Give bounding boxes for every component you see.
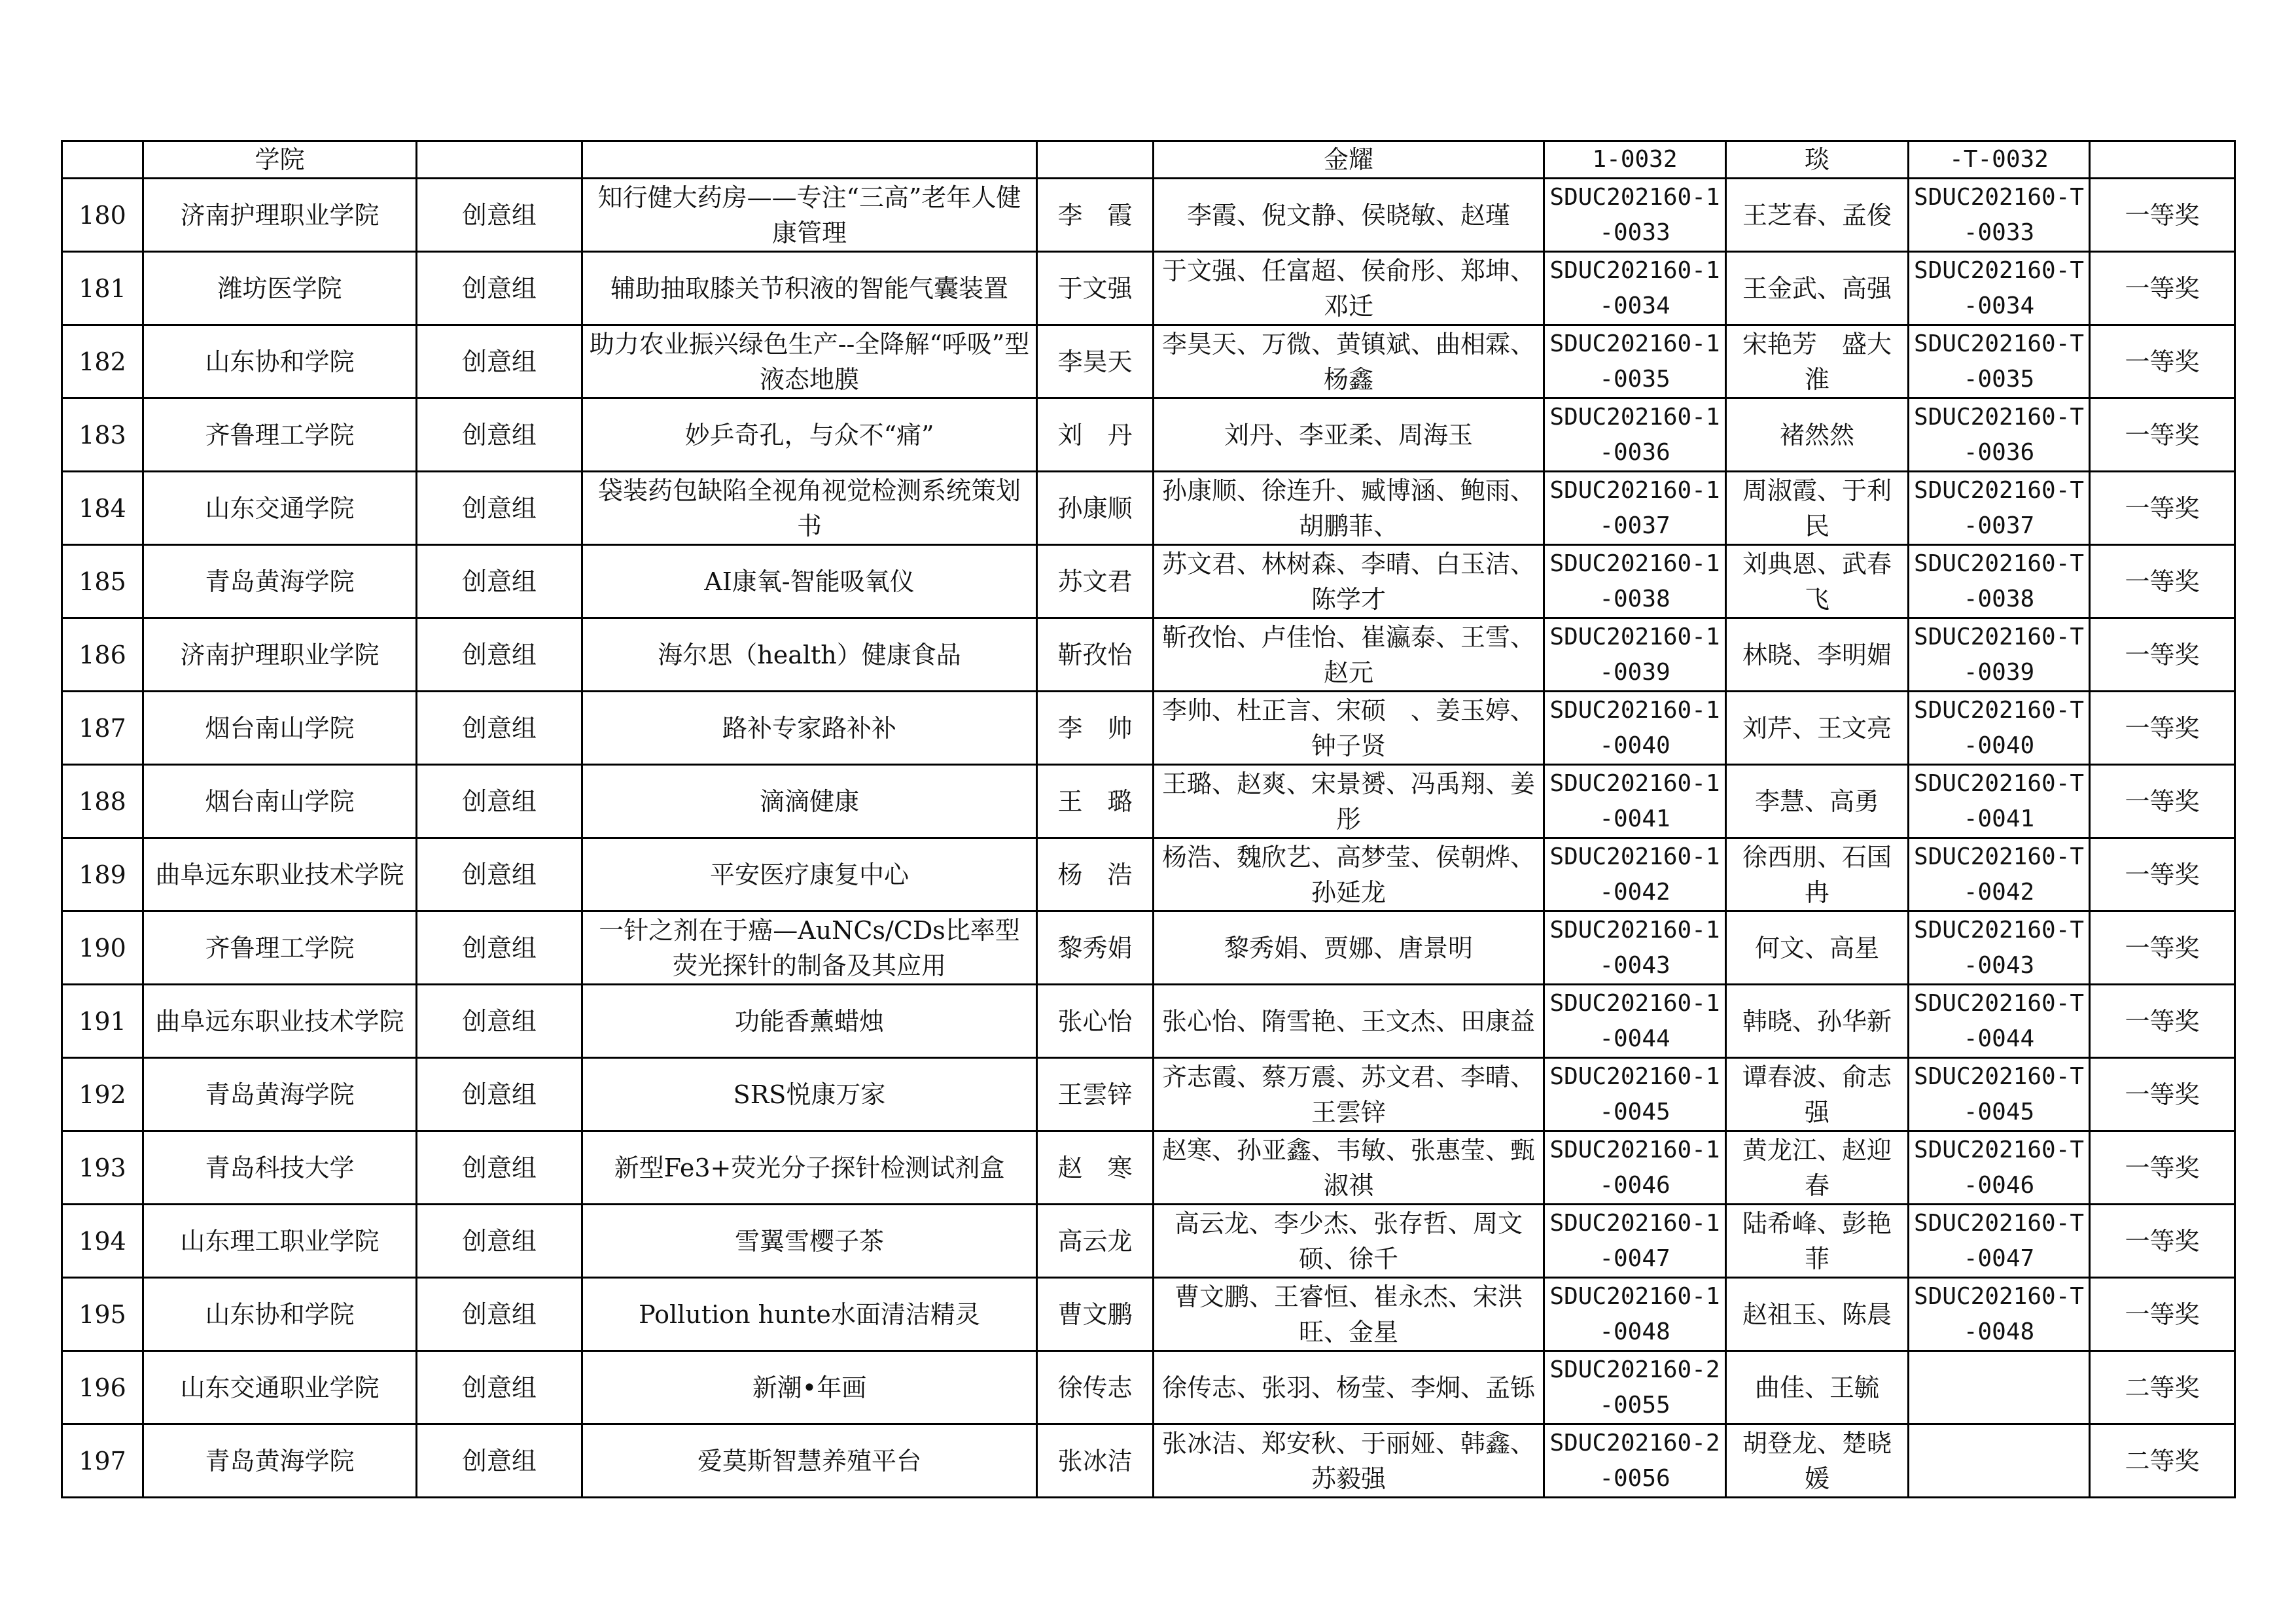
cell-award: 一等奖: [2090, 398, 2235, 472]
cell-leader: 王雲锌: [1037, 1058, 1154, 1131]
cell-advisor-code: SDUC202160-T-0047: [1909, 1205, 2090, 1278]
cell-award: 二等奖: [2090, 1351, 2235, 1424]
cell-advisor-code: SDUC202160-T-0042: [1909, 838, 2090, 911]
cell-project: SRS悦康万家: [582, 1058, 1037, 1131]
cell-leader: 李 霞: [1037, 179, 1154, 252]
cell-index: [62, 141, 143, 179]
cell-index: 188: [62, 765, 143, 838]
cell-team-code: SDUC202160-1-0033: [1544, 179, 1726, 252]
cell-group: 创意组: [417, 618, 582, 692]
cell-team-code: SDUC202160-2-0056: [1544, 1424, 1726, 1498]
cell-award: [2090, 141, 2235, 179]
cell-index: 183: [62, 398, 143, 472]
cell-school: 青岛科技大学: [143, 1131, 417, 1205]
cell-group: 创意组: [417, 1278, 582, 1351]
cell-advisor-code: SDUC202160-T-0035: [1909, 325, 2090, 398]
cell-project: 海尔思（health）健康食品: [582, 618, 1037, 692]
cell-advisors: 褚然然: [1726, 398, 1909, 472]
cell-index: 186: [62, 618, 143, 692]
cell-advisor-code: SDUC202160-T-0044: [1909, 985, 2090, 1058]
cell-group: 创意组: [417, 398, 582, 472]
table-row: [62, 1205, 2235, 1278]
cell-award: 一等奖: [2090, 1278, 2235, 1351]
cell-leader: [1037, 141, 1154, 179]
cell-group: 创意组: [417, 692, 582, 765]
cell-group: 创意组: [417, 179, 582, 252]
cell-members: 黎秀娟、贾娜、唐景明: [1154, 911, 1544, 985]
cell-award: 一等奖: [2090, 692, 2235, 765]
cell-team-code: SDUC202160-1-0038: [1544, 545, 1726, 618]
cell-advisor-code: SDUC202160-T-0040: [1909, 692, 2090, 765]
cell-leader: 李昊天: [1037, 325, 1154, 398]
cell-advisors: 王金武、高强: [1726, 252, 1909, 325]
cell-advisor-code: [1909, 1424, 2090, 1498]
table-row: [62, 692, 2235, 765]
cell-award: 一等奖: [2090, 179, 2235, 252]
cell-members: 高云龙、李少杰、张存哲、周文硕、徐千: [1154, 1205, 1544, 1278]
cell-members: 苏文君、林树森、李晴、白玉洁、陈学才: [1154, 545, 1544, 618]
cell-leader: 高云龙: [1037, 1205, 1154, 1278]
cell-school: 学院: [143, 141, 417, 179]
cell-index: 182: [62, 325, 143, 398]
cell-project: 滴滴健康: [582, 765, 1037, 838]
cell-advisors: 胡登龙、楚晓媛: [1726, 1424, 1909, 1498]
cell-project: [582, 141, 1037, 179]
cell-team-code: SDUC202160-1-0048: [1544, 1278, 1726, 1351]
cell-index: 197: [62, 1424, 143, 1498]
cell-team-code: SDUC202160-1-0047: [1544, 1205, 1726, 1278]
cell-group: 创意组: [417, 838, 582, 911]
cell-leader: 张冰洁: [1037, 1424, 1154, 1498]
table-row: [62, 765, 2235, 838]
cell-index: 195: [62, 1278, 143, 1351]
cell-project: 新潮•年画: [582, 1351, 1037, 1424]
cell-project: 功能香薰蜡烛: [582, 985, 1037, 1058]
cell-school: 山东理工职业学院: [143, 1205, 417, 1278]
cell-award: 一等奖: [2090, 765, 2235, 838]
cell-leader: 曹文鹏: [1037, 1278, 1154, 1351]
cell-leader: 于文强: [1037, 252, 1154, 325]
cell-index: 181: [62, 252, 143, 325]
cell-members: 曹文鹏、王睿恒、崔永杰、宋洪旺、金星: [1154, 1278, 1544, 1351]
cell-school: 曲阜远东职业技术学院: [143, 838, 417, 911]
cell-award: 一等奖: [2090, 325, 2235, 398]
cell-advisor-code: SDUC202160-T-0039: [1909, 618, 2090, 692]
cell-advisor-code: SDUC202160-T-0041: [1909, 765, 2090, 838]
cell-advisor-code: [1909, 1351, 2090, 1424]
table-row: [62, 838, 2235, 911]
cell-advisor-code: SDUC202160-T-0037: [1909, 472, 2090, 545]
cell-index: 192: [62, 1058, 143, 1131]
cell-advisors: 宋艳芳 盛大淮: [1726, 325, 1909, 398]
cell-members: 于文强、任富超、侯俞彤、郑坤、邓迁: [1154, 252, 1544, 325]
cell-project: 辅助抽取膝关节积液的智能气囊装置: [582, 252, 1037, 325]
cell-project: 新型Fe3+荧光分子探针检测试剂盒: [582, 1131, 1037, 1205]
cell-school: 青岛黄海学院: [143, 545, 417, 618]
cell-project: 妙乒奇孔，与众不“痛”: [582, 398, 1037, 472]
cell-leader: 苏文君: [1037, 545, 1154, 618]
cell-index: 193: [62, 1131, 143, 1205]
cell-advisors: 王芝春、孟俊: [1726, 179, 1909, 252]
cell-advisors: 曲佳、王毓: [1726, 1351, 1909, 1424]
cell-advisors: 林晓、李明媚: [1726, 618, 1909, 692]
cell-members: 李霞、倪文静、侯晓敏、赵瑾: [1154, 179, 1544, 252]
cell-school: 山东交通学院: [143, 472, 417, 545]
cell-members: 金耀: [1154, 141, 1544, 179]
cell-team-code: SDUC202160-1-0035: [1544, 325, 1726, 398]
cell-team-code: SDUC202160-1-0039: [1544, 618, 1726, 692]
table-row: [62, 325, 2235, 398]
cell-index: 180: [62, 179, 143, 252]
cell-advisor-code: -T-0032: [1909, 141, 2090, 179]
cell-index: 184: [62, 472, 143, 545]
cell-group: 创意组: [417, 472, 582, 545]
table-row: [62, 398, 2235, 472]
cell-project: 知行健大药房——专注“三高”老年人健康管理: [582, 179, 1037, 252]
cell-team-code: SDUC202160-1-0046: [1544, 1131, 1726, 1205]
cell-group: 创意组: [417, 985, 582, 1058]
table-row: [62, 252, 2235, 325]
table-row: [62, 1278, 2235, 1351]
cell-advisors: 徐西朋、石国冉: [1726, 838, 1909, 911]
award-table-body: [62, 141, 2235, 1498]
cell-group: 创意组: [417, 545, 582, 618]
cell-advisor-code: SDUC202160-T-0045: [1909, 1058, 2090, 1131]
cell-leader: 张心怡: [1037, 985, 1154, 1058]
cell-project: 爱莫斯智慧养殖平台: [582, 1424, 1037, 1498]
cell-leader: 徐传志: [1037, 1351, 1154, 1424]
cell-leader: 黎秀娟: [1037, 911, 1154, 985]
cell-advisors: 谭春波、俞志强: [1726, 1058, 1909, 1131]
cell-advisor-code: SDUC202160-T-0038: [1909, 545, 2090, 618]
cell-school: 曲阜远东职业技术学院: [143, 985, 417, 1058]
cell-award: 一等奖: [2090, 545, 2235, 618]
cell-leader: 杨 浩: [1037, 838, 1154, 911]
cell-group: 创意组: [417, 1205, 582, 1278]
table-row: [62, 985, 2235, 1058]
cell-leader: 孙康顺: [1037, 472, 1154, 545]
cell-leader: 赵 寒: [1037, 1131, 1154, 1205]
cell-school: 潍坊医学院: [143, 252, 417, 325]
cell-leader: 刘 丹: [1037, 398, 1154, 472]
cell-award: 一等奖: [2090, 911, 2235, 985]
cell-project: 一针之剂在于癌—AuNCs/CDs比率型荧光探针的制备及其应用: [582, 911, 1037, 985]
cell-group: 创意组: [417, 325, 582, 398]
cell-project: Pollution hunte水面清洁精灵: [582, 1278, 1037, 1351]
cell-team-code: SDUC202160-2-0055: [1544, 1351, 1726, 1424]
cell-advisors: 陆希峰、彭艳菲: [1726, 1205, 1909, 1278]
cell-advisors: 李慧、高勇: [1726, 765, 1909, 838]
cell-award: 一等奖: [2090, 1131, 2235, 1205]
table-row: [62, 1424, 2235, 1498]
cell-team-code: SDUC202160-1-0044: [1544, 985, 1726, 1058]
cell-members: 李昊天、万微、黄镇斌、曲相霖、杨鑫: [1154, 325, 1544, 398]
cell-group: [417, 141, 582, 179]
cell-project: AI康氧-智能吸氧仪: [582, 545, 1037, 618]
cell-award: 一等奖: [2090, 618, 2235, 692]
cell-award: 一等奖: [2090, 1058, 2235, 1131]
cell-members: 齐志霞、蔡万震、苏文君、李晴、王雲锌: [1154, 1058, 1544, 1131]
cell-school: 山东协和学院: [143, 1278, 417, 1351]
cell-project: 平安医疗康复中心: [582, 838, 1037, 911]
cell-advisors: 赵祖玉、陈晨: [1726, 1278, 1909, 1351]
table-row: [62, 1351, 2235, 1424]
cell-team-code: SDUC202160-1-0043: [1544, 911, 1726, 985]
cell-team-code: SDUC202160-1-0042: [1544, 838, 1726, 911]
cell-group: 创意组: [417, 765, 582, 838]
cell-advisor-code: SDUC202160-T-0043: [1909, 911, 2090, 985]
cell-group: 创意组: [417, 1424, 582, 1498]
cell-project: 雪翼雪樱子茶: [582, 1205, 1037, 1278]
cell-advisor-code: SDUC202160-T-0033: [1909, 179, 2090, 252]
cell-award: 一等奖: [2090, 472, 2235, 545]
award-table: [61, 140, 2236, 1498]
cell-school: 齐鲁理工学院: [143, 398, 417, 472]
cell-project: 助力农业振兴绿色生产--全降解“呼吸”型液态地膜: [582, 325, 1037, 398]
cell-leader: 李 帅: [1037, 692, 1154, 765]
cell-group: 创意组: [417, 1131, 582, 1205]
cell-team-code: 1-0032: [1544, 141, 1726, 179]
cell-school: 齐鲁理工学院: [143, 911, 417, 985]
cell-team-code: SDUC202160-1-0045: [1544, 1058, 1726, 1131]
cell-advisors: 何文、高星: [1726, 911, 1909, 985]
cell-index: 187: [62, 692, 143, 765]
cell-members: 靳孜怡、卢佳怡、崔瀛泰、王雪、赵元: [1154, 618, 1544, 692]
table-row: [62, 545, 2235, 618]
cell-team-code: SDUC202160-1-0036: [1544, 398, 1726, 472]
table-row: [62, 911, 2235, 985]
cell-school: 青岛黄海学院: [143, 1058, 417, 1131]
cell-members: 李帅、杜正言、宋硕 、姜玉婷、钟子贤: [1154, 692, 1544, 765]
cell-members: 杨浩、魏欣艺、高梦莹、侯朝烨、孙延龙: [1154, 838, 1544, 911]
cell-advisor-code: SDUC202160-T-0046: [1909, 1131, 2090, 1205]
cell-leader: 靳孜怡: [1037, 618, 1154, 692]
cell-school: 济南护理职业学院: [143, 179, 417, 252]
cell-index: 190: [62, 911, 143, 985]
cell-advisors: 黄龙江、赵迎春: [1726, 1131, 1909, 1205]
cell-team-code: SDUC202160-1-0040: [1544, 692, 1726, 765]
cell-team-code: SDUC202160-1-0041: [1544, 765, 1726, 838]
cell-award: 一等奖: [2090, 252, 2235, 325]
cell-team-code: SDUC202160-1-0034: [1544, 252, 1726, 325]
cell-members: 孙康顺、徐连升、臧博涵、鲍雨、胡鹏菲、: [1154, 472, 1544, 545]
table-row: [62, 179, 2235, 252]
table-row: [62, 618, 2235, 692]
cell-group: 创意组: [417, 252, 582, 325]
cell-project: 路补专家路补补: [582, 692, 1037, 765]
cell-school: 山东协和学院: [143, 325, 417, 398]
cell-group: 创意组: [417, 1351, 582, 1424]
cell-project: 袋装药包缺陷全视角视觉检测系统策划书: [582, 472, 1037, 545]
cell-index: 189: [62, 838, 143, 911]
cell-award: 一等奖: [2090, 985, 2235, 1058]
cell-advisors: 琰: [1726, 141, 1909, 179]
cell-advisors: 周淑霞、于利民: [1726, 472, 1909, 545]
table-row: [62, 472, 2235, 545]
cell-school: 烟台南山学院: [143, 692, 417, 765]
cell-award: 一等奖: [2090, 838, 2235, 911]
cell-members: 刘丹、李亚柔、周海玉: [1154, 398, 1544, 472]
cell-members: 徐传志、张羽、杨莹、李炯、孟铄: [1154, 1351, 1544, 1424]
cell-advisor-code: SDUC202160-T-0034: [1909, 252, 2090, 325]
cell-members: 赵寒、孙亚鑫、韦敏、张惠莹、甄淑祺: [1154, 1131, 1544, 1205]
cell-school: 青岛黄海学院: [143, 1424, 417, 1498]
cell-award: 二等奖: [2090, 1424, 2235, 1498]
cell-members: 张冰洁、郑安秋、于丽娅、韩鑫、苏毅强: [1154, 1424, 1544, 1498]
cell-index: 185: [62, 545, 143, 618]
cell-members: 王璐、赵爽、宋景赟、冯禹翔、姜彤: [1154, 765, 1544, 838]
award-table-page: [61, 140, 2234, 1494]
cell-advisors: 韩晓、孙华新: [1726, 985, 1909, 1058]
cell-group: 创意组: [417, 1058, 582, 1131]
cell-index: 196: [62, 1351, 143, 1424]
cell-index: 194: [62, 1205, 143, 1278]
cell-leader: 王 璐: [1037, 765, 1154, 838]
cell-school: 烟台南山学院: [143, 765, 417, 838]
cell-advisor-code: SDUC202160-T-0048: [1909, 1278, 2090, 1351]
cell-school: 山东交通职业学院: [143, 1351, 417, 1424]
table-row: [62, 1131, 2235, 1205]
cell-school: 济南护理职业学院: [143, 618, 417, 692]
cell-index: 191: [62, 985, 143, 1058]
cell-advisors: 刘典恩、武春飞: [1726, 545, 1909, 618]
cell-advisors: 刘芹、王文亮: [1726, 692, 1909, 765]
cell-group: 创意组: [417, 911, 582, 985]
cell-advisor-code: SDUC202160-T-0036: [1909, 398, 2090, 472]
cell-award: 一等奖: [2090, 1205, 2235, 1278]
cell-team-code: SDUC202160-1-0037: [1544, 472, 1726, 545]
continued-row: [62, 141, 2235, 179]
cell-members: 张心怡、隋雪艳、王文杰、田康益: [1154, 985, 1544, 1058]
table-row: [62, 1058, 2235, 1131]
